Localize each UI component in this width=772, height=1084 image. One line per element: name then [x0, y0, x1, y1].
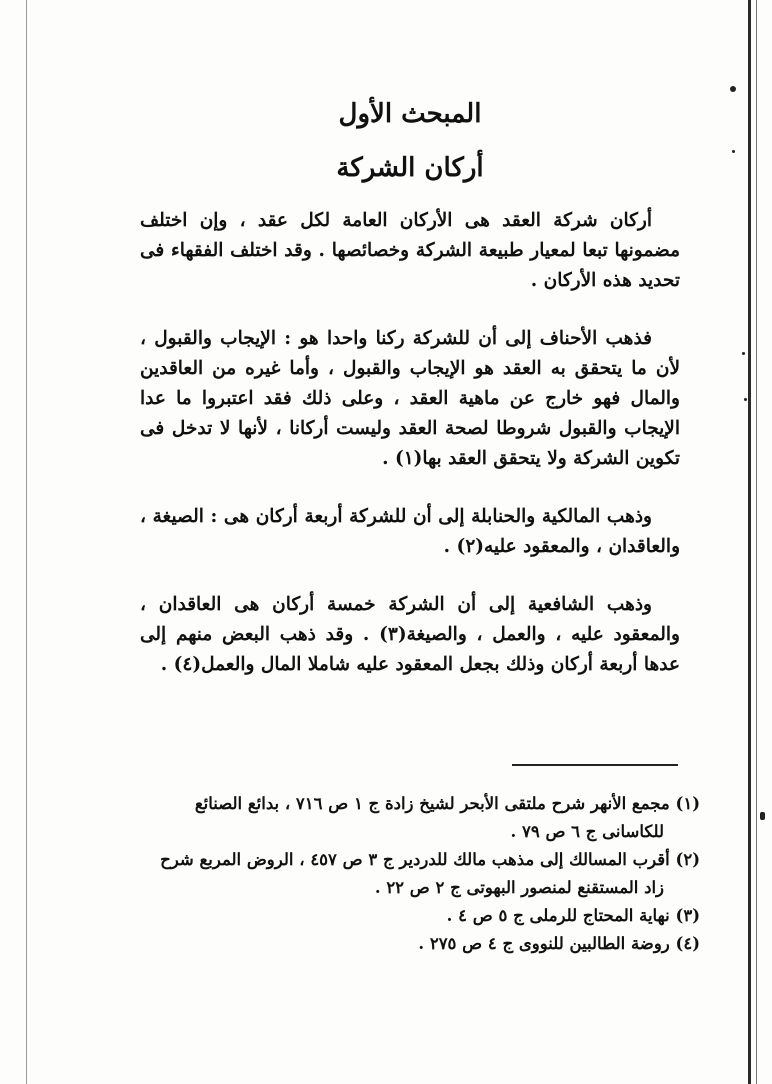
paragraph-text: وذهب الشافعية إلى أن الشركة خمسة أركان هى العاقدان ، والمعقود عليه ، والعمل ، والصيغة(٣) . وقد ذهب البعض منهم إلى عدها أربعة أركان وذلك بجعل المعقود عليه شاملا المال والعمل(٤) . — [140, 594, 680, 675]
section-title: المبحث الأول — [338, 99, 482, 129]
scan-edge-right — [748, 0, 751, 1084]
scan-edge-right-inner — [756, 0, 757, 1084]
footnote: (٣) نهاية المحتاج للرملى ج ٥ ص ٤ . — [446, 906, 700, 925]
section-subtitle: أركان الشركة — [336, 153, 484, 183]
scan-speck — [732, 150, 735, 153]
scan-speck — [742, 352, 745, 355]
paragraph-text: وذهب المالكية والحنابلة إلى أن للشركة أربعة أركان هى : الصيغة ، والعاقدان ، والمعقود عليه(٢) . — [140, 506, 680, 557]
scan-edge-left — [26, 0, 27, 1084]
paragraph — [140, 324, 680, 474]
footnote-separator — [512, 764, 678, 766]
document-body — [140, 92, 680, 708]
footnotes — [160, 790, 700, 958]
footnote: (٢) أقرب المسالك إلى مذهب مالك للدردير ج ٣ ص ٤٥٧ ، الروض المربع شرح زاد المستقنع لمنصور البهوتى ج ٢ ص ٢٢ . — [160, 850, 700, 897]
footnote: (٤) روضة الطالبين للنووى ج ٤ ص ٢٧٥ . — [418, 934, 700, 953]
paragraph — [140, 206, 680, 296]
paragraph-text: فذهب الأحناف إلى أن للشركة ركنا واحدا هو : الإيجاب والقبول ، لأن ما يتحقق به العقد هو الإيجاب والقبول ، وأما غيره من العاقدين والمال فهو خارج عن ماهية العقد ، وعلى ذلك فقد اعتبروا ما عدا الإيجاب والقبول شروطا لصحة العقد وليست أركانا ، لأنها لا تدخل فى تكوين الشركة ولا يتحقق العقد بها(١) . — [140, 328, 680, 469]
paragraph-text: أركان شركة العقد هى الأركان العامة لكل عقد ، وإن اختلف مضمونها تبعا لمعيار طبيعة الشركة وخصائصها . وقد اختلف الفقهاء فى تحديد هذه الأركان . — [140, 210, 680, 291]
paragraph — [140, 590, 680, 680]
scan-speck — [744, 398, 747, 401]
scan-speck — [760, 812, 765, 820]
footnote: (١) مجمع الأنهر شرح ملتقى الأبحر لشيخ زادة ج ١ ص ٧١٦ ، بدائع الصنائع للكاسانى ج ٦ ص ٧٩ . — [194, 794, 700, 841]
scan-speck — [730, 86, 736, 92]
paragraph — [140, 502, 680, 562]
